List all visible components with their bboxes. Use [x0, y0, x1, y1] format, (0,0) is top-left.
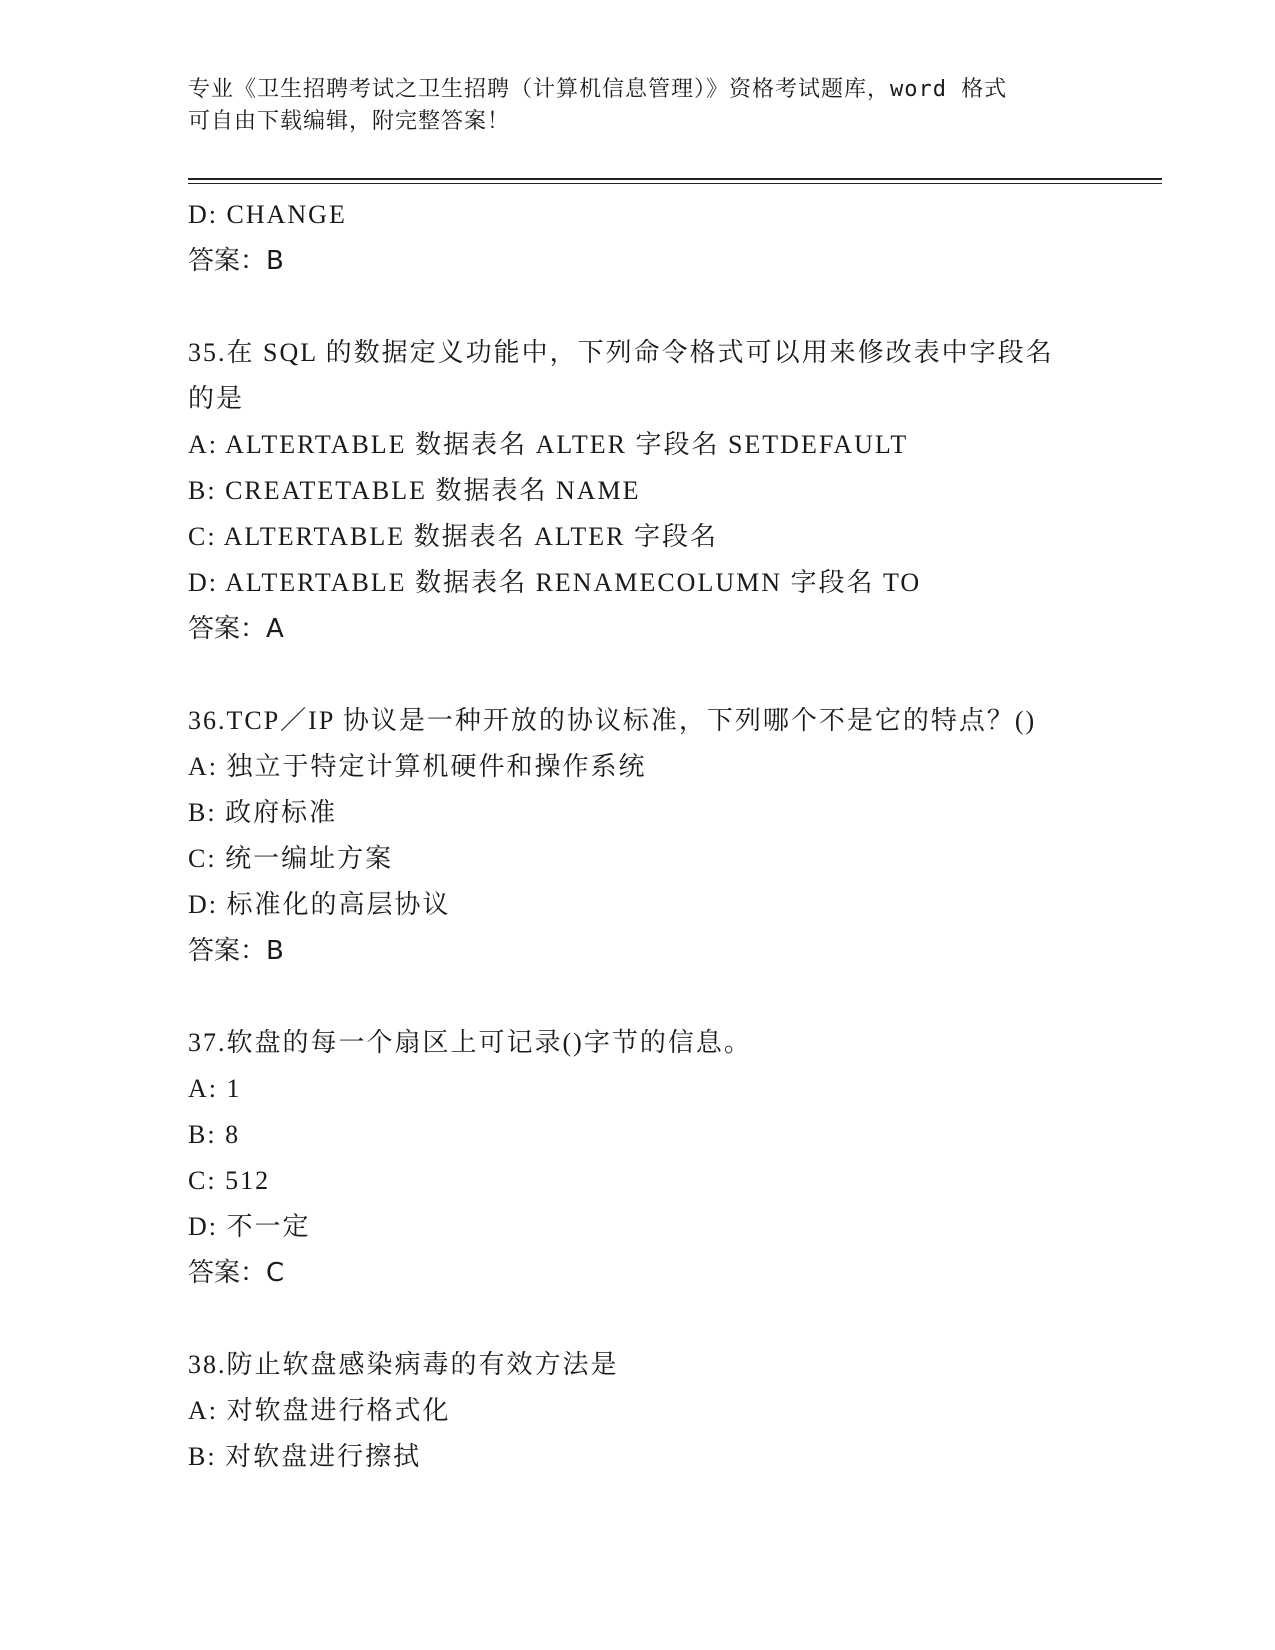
question-stem: 37.软盘的每一个扇区上可记录()字节的信息。	[188, 1028, 752, 1057]
header-divider-thin	[188, 183, 1162, 184]
question-stem-continued: 的是	[188, 384, 245, 413]
answer-line: 答案：A	[188, 614, 284, 644]
option-d: D: CHANGE	[188, 200, 347, 229]
question-34-tail	[188, 192, 1088, 284]
option-a: A: 1	[188, 1074, 242, 1103]
header-line-1: 专业《卫生招聘考试之卫生招聘（计算机信息管理）》资格考试题库，word 格式	[188, 77, 1008, 102]
header-line-2: 可自由下载编辑，附完整答案！	[188, 109, 511, 134]
question-stem: 38.防止软盘感染病毒的有效方法是	[188, 1350, 619, 1379]
question-content	[188, 192, 1088, 1480]
question-stem: 36.TCP／IP 协议是一种开放的协议标准，下列哪个不是它的特点？()	[188, 706, 1037, 735]
option-c: C: ALTERTABLE 数据表名 ALTER 字段名	[188, 522, 719, 551]
option-d: D: ALTERTABLE 数据表名 RENAMECOLUMN 字段名 TO	[188, 568, 922, 597]
answer-line: 答案：B	[188, 936, 284, 966]
spacer	[188, 652, 1088, 698]
spacer	[188, 974, 1088, 1020]
question-36	[188, 698, 1088, 974]
option-a: A: 对软盘进行格式化	[188, 1396, 451, 1425]
question-38	[188, 1342, 1088, 1480]
option-d: D: 标准化的高层协议	[188, 890, 451, 919]
question-stem: 35.在 SQL 的数据定义功能中，下列命令格式可以用来修改表中字段名	[188, 338, 1054, 367]
option-a: A: ALTERTABLE 数据表名 ALTER 字段名 SETDEFAULT	[188, 430, 909, 459]
header-divider-thick	[188, 178, 1162, 180]
option-c: C: 统一编址方案	[188, 844, 394, 873]
option-b: B: 对软盘进行擦拭	[188, 1442, 422, 1471]
spacer	[188, 1296, 1088, 1342]
answer-line: 答案：B	[188, 246, 284, 276]
answer-line: 答案：C	[188, 1258, 285, 1288]
option-b: B: CREATETABLE 数据表名 NAME	[188, 476, 641, 505]
spacer	[188, 284, 1088, 330]
option-c: C: 512	[188, 1166, 271, 1195]
question-37	[188, 1020, 1088, 1296]
option-b: B: 8	[188, 1120, 241, 1149]
question-35	[188, 330, 1088, 652]
option-b: B: 政府标准	[188, 798, 338, 827]
option-a: A: 独立于特定计算机硬件和操作系统	[188, 752, 647, 781]
option-d: D: 不一定	[188, 1212, 311, 1241]
document-header	[188, 74, 1088, 138]
